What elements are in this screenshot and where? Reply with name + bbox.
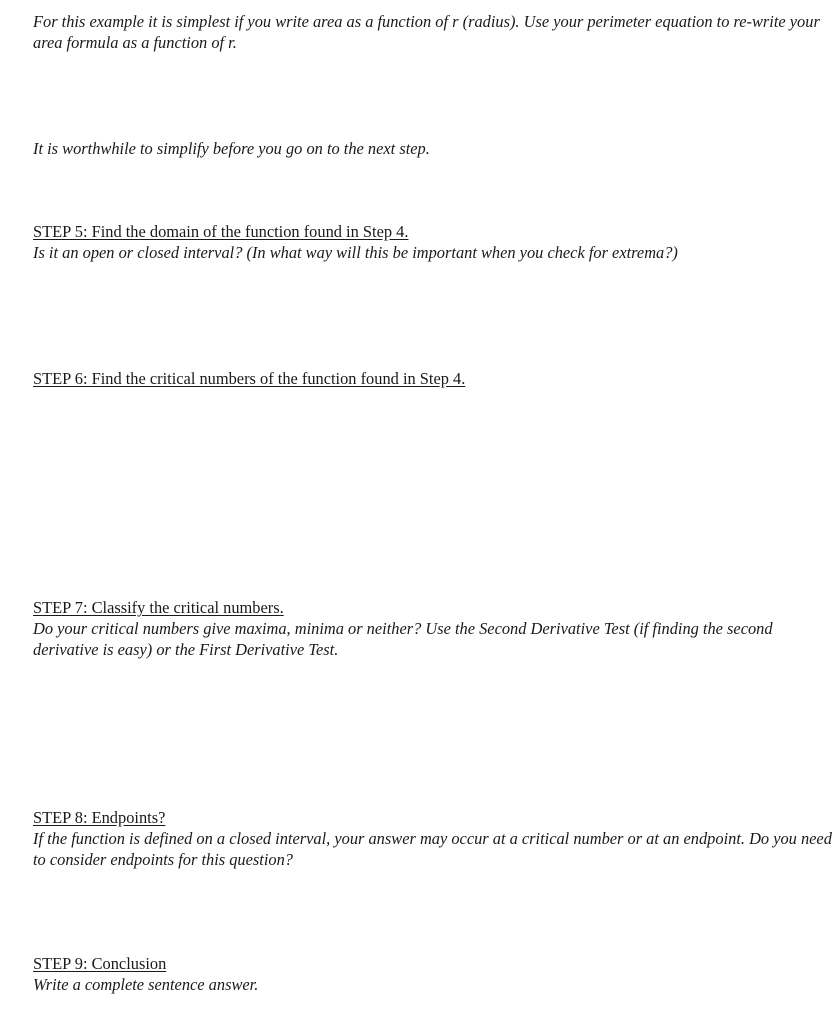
step-6-section: [33, 368, 833, 389]
step-6-title: STEP 6: Find the critical numbers of the function found in Step 4.: [33, 369, 466, 388]
step-8-question: If the function is defined on a closed interval, your answer may occur at a critical number or at an endpoint. Do you need to consider endpoints for this question?: [33, 829, 832, 869]
step-5-question: Is it an open or closed interval? (In what way will this be important when you check for extrema?): [33, 243, 678, 262]
intro-text: For this example it is simplest if you write area as a function of r (radius). Use your perimeter equation to re-write your area formula as a function of r.: [33, 12, 820, 52]
step-7-section: [33, 597, 833, 660]
step-7-question: Do your critical numbers give maxima, minima or neither? Use the Second Derivative Test (if finding the second derivative is easy) or the First Derivative Test.: [33, 619, 773, 659]
step-9-title: STEP 9: Conclusion: [33, 954, 167, 973]
step-5-section: [33, 221, 833, 263]
step-5-title: STEP 5: Find the domain of the function found in Step 4.: [33, 222, 409, 241]
intro-paragraph: [33, 11, 833, 53]
step-8-title: STEP 8: Endpoints?: [33, 808, 166, 827]
step-9-question: Write a complete sentence answer.: [33, 975, 259, 994]
simplify-note: [33, 138, 833, 159]
step-9-section: [33, 953, 833, 995]
simplify-note-text: It is worthwhile to simplify before you go on to the next step.: [33, 139, 430, 158]
step-8-section: [33, 807, 833, 870]
step-7-title: STEP 7: Classify the critical numbers.: [33, 598, 284, 617]
